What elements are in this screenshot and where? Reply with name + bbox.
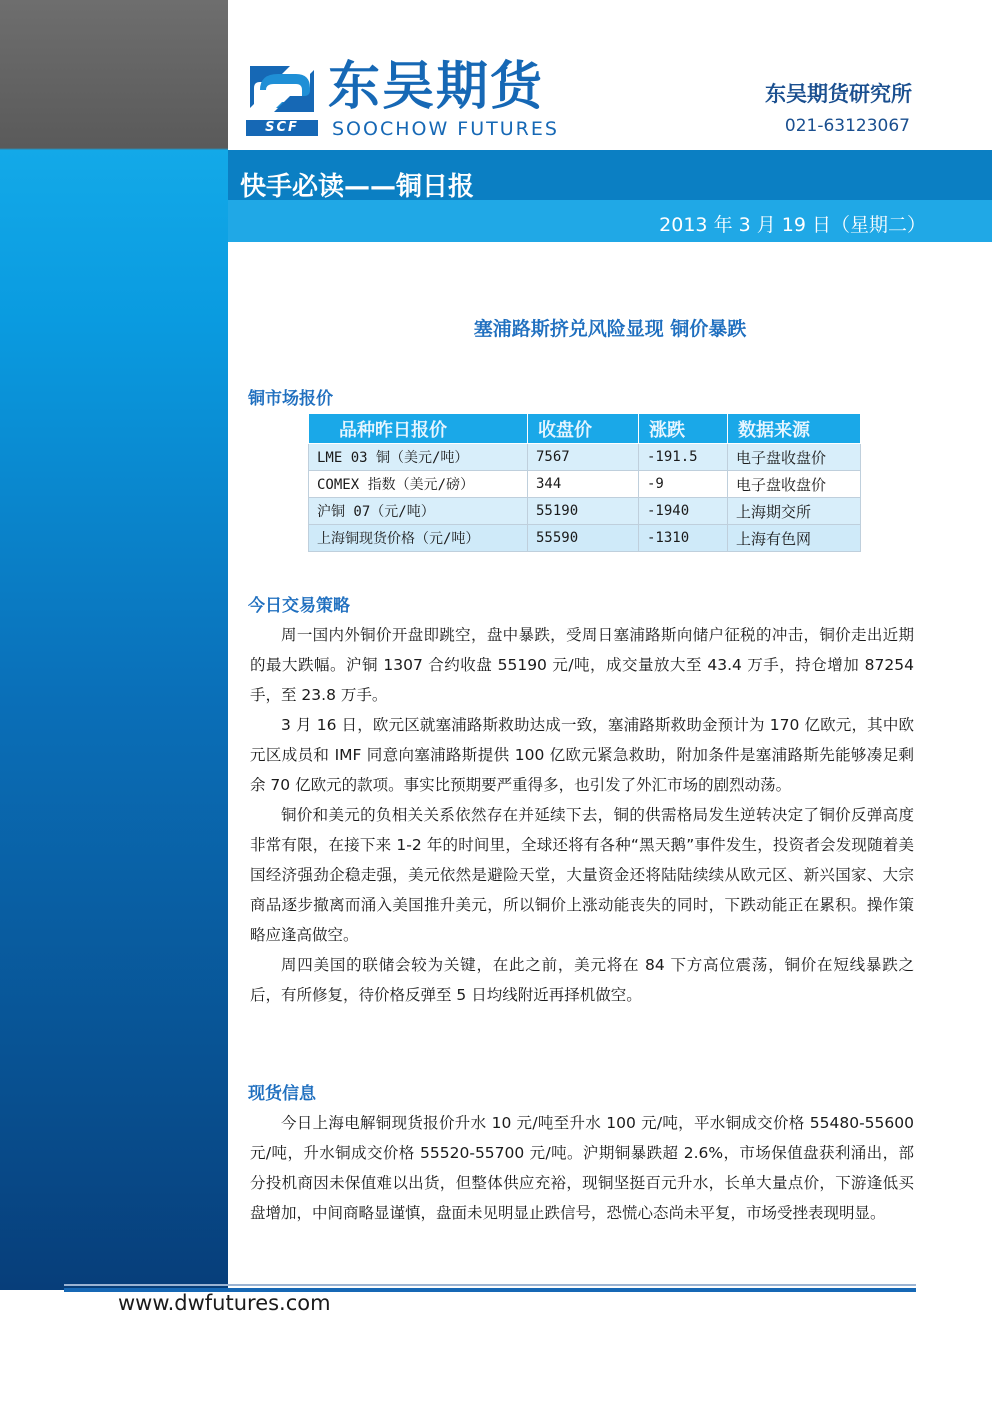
table-cell: LME 03 铜（美元/吨） <box>309 444 528 471</box>
table-cell: 344 <box>528 471 639 498</box>
section-title-spot: 现货信息 <box>248 1084 316 1104</box>
company-logo <box>246 57 591 140</box>
paragraph: 铜价和美元的负相关关系依然存在并延续下去，铜的供需格局发生逆转决定了铜价反弹高度非常有限，在接下来 1-2 年的时间里，全球还将有各种“黑天鹅”事件发生，投资者会发现随着美国经济强劲企稳走强，美元依然是避险天堂，大量资金还将陆陆续续从欧元区、新兴国家、大宗商品逐步撤离而涌入美国推升美元，所以铜价上涨动能丧失的同时，下跌动能正在累积。操作策略应逢高做空。 <box>250 806 914 944</box>
logo-name-en: SOOCHOW FUTURES <box>332 118 559 140</box>
paragraph: 3 月 16 日，欧元区就塞浦路斯救助达成一致，塞浦路斯救助金预计为 170 亿欧元，其中欧元区成员和 IMF 同意向塞浦路斯提供 100 亿欧元紧急救助，附加条件是塞浦路斯先能够凑足剩余 70 亿欧元的款项。事实比预期要严重得多，也引发了外汇市场的剧烈动荡。 <box>250 716 914 794</box>
paragraph: 今日上海电解铜现货报价升水 10 元/吨至升水 100 元/吨，平水铜成交价格 55480-55600 元/吨，升水铜成交价格 55520-55700 元/吨。沪期铜暴跌超 2.6%，市场保值盘获利涌出，部分投机商因未保值难以出货，但整体供应充裕，现铜坚挺百元升水，长单大量点价，下游逢低买盘增加，中间商略显谨慎，盘面未见明显止跌信号，恐慌心态尚未平复，市场受挫表现明显。 <box>250 1114 914 1222</box>
section-title-strategy: 今日交易策略 <box>248 596 350 616</box>
section-title-market: 铜市场报价 <box>248 389 333 409</box>
spot-body <box>250 1108 914 1228</box>
table-cell: 沪铜 07（元/吨） <box>309 498 528 525</box>
table-cell: -1940 <box>639 498 728 525</box>
paragraph: 周四美国的联储会较为关键，在此之前，美元将在 84 下方高位震荡，铜价在短线暴跌之后，有所修复，待价格反弹至 5 日均线附近再择机做空。 <box>250 956 914 1004</box>
column-header: 涨跌 <box>639 414 728 444</box>
table-cell: -191.5 <box>639 444 728 471</box>
paragraph: 周一国内外铜价开盘即跳空，盘中暴跌，受周日塞浦路斯向储户征税的冲击，铜价走出近期的最大跌幅。沪铜 1307 合约收盘 55190 元/吨，成交量放大至 43.4 万手，持仓增加 87254 手，至 23.8 万手。 <box>250 626 914 704</box>
table-cell: -9 <box>639 471 728 498</box>
column-header: 品种昨日报价 <box>309 414 528 444</box>
report-date: 2013 年 3 月 19 日（星期二） <box>659 214 926 236</box>
logo-name-cn: 东吴期货 <box>328 57 545 117</box>
table-cell: 7567 <box>528 444 639 471</box>
report-title: 快手必读——铜日报 <box>240 172 475 202</box>
table-cell: 上海期交所 <box>728 498 861 525</box>
table-cell: 电子盘收盘价 <box>728 471 861 498</box>
column-header: 数据来源 <box>728 414 861 444</box>
table-row <box>309 525 861 552</box>
contact-phone: 021-63123067 <box>784 116 910 136</box>
table-cell: 55590 <box>528 525 639 552</box>
side-color-bar <box>0 0 228 1290</box>
institute-name: 东吴期货研究所 <box>765 82 912 106</box>
table-row <box>309 471 861 498</box>
footer-divider <box>64 1284 916 1286</box>
price-table <box>308 413 861 552</box>
table-cell: 上海有色网 <box>728 525 861 552</box>
headline: 塞浦路斯挤兑风险显现 铜价暴跌 <box>473 318 747 340</box>
strategy-body <box>250 620 914 1010</box>
footer-website: www.dwfutures.com <box>118 1291 331 1315</box>
table-cell: 55190 <box>528 498 639 525</box>
column-header: 收盘价 <box>528 414 639 444</box>
logo-abbreviation: SCF <box>246 120 318 136</box>
table-cell: -1310 <box>639 525 728 552</box>
table-header-row <box>309 414 861 444</box>
table-row <box>309 444 861 471</box>
logo-mark-icon <box>246 60 318 118</box>
table-cell: 电子盘收盘价 <box>728 444 861 471</box>
table-cell: COMEX 指数（美元/磅） <box>309 471 528 498</box>
table-row <box>309 498 861 525</box>
table-cell: 上海铜现货价格（元/吨） <box>309 525 528 552</box>
